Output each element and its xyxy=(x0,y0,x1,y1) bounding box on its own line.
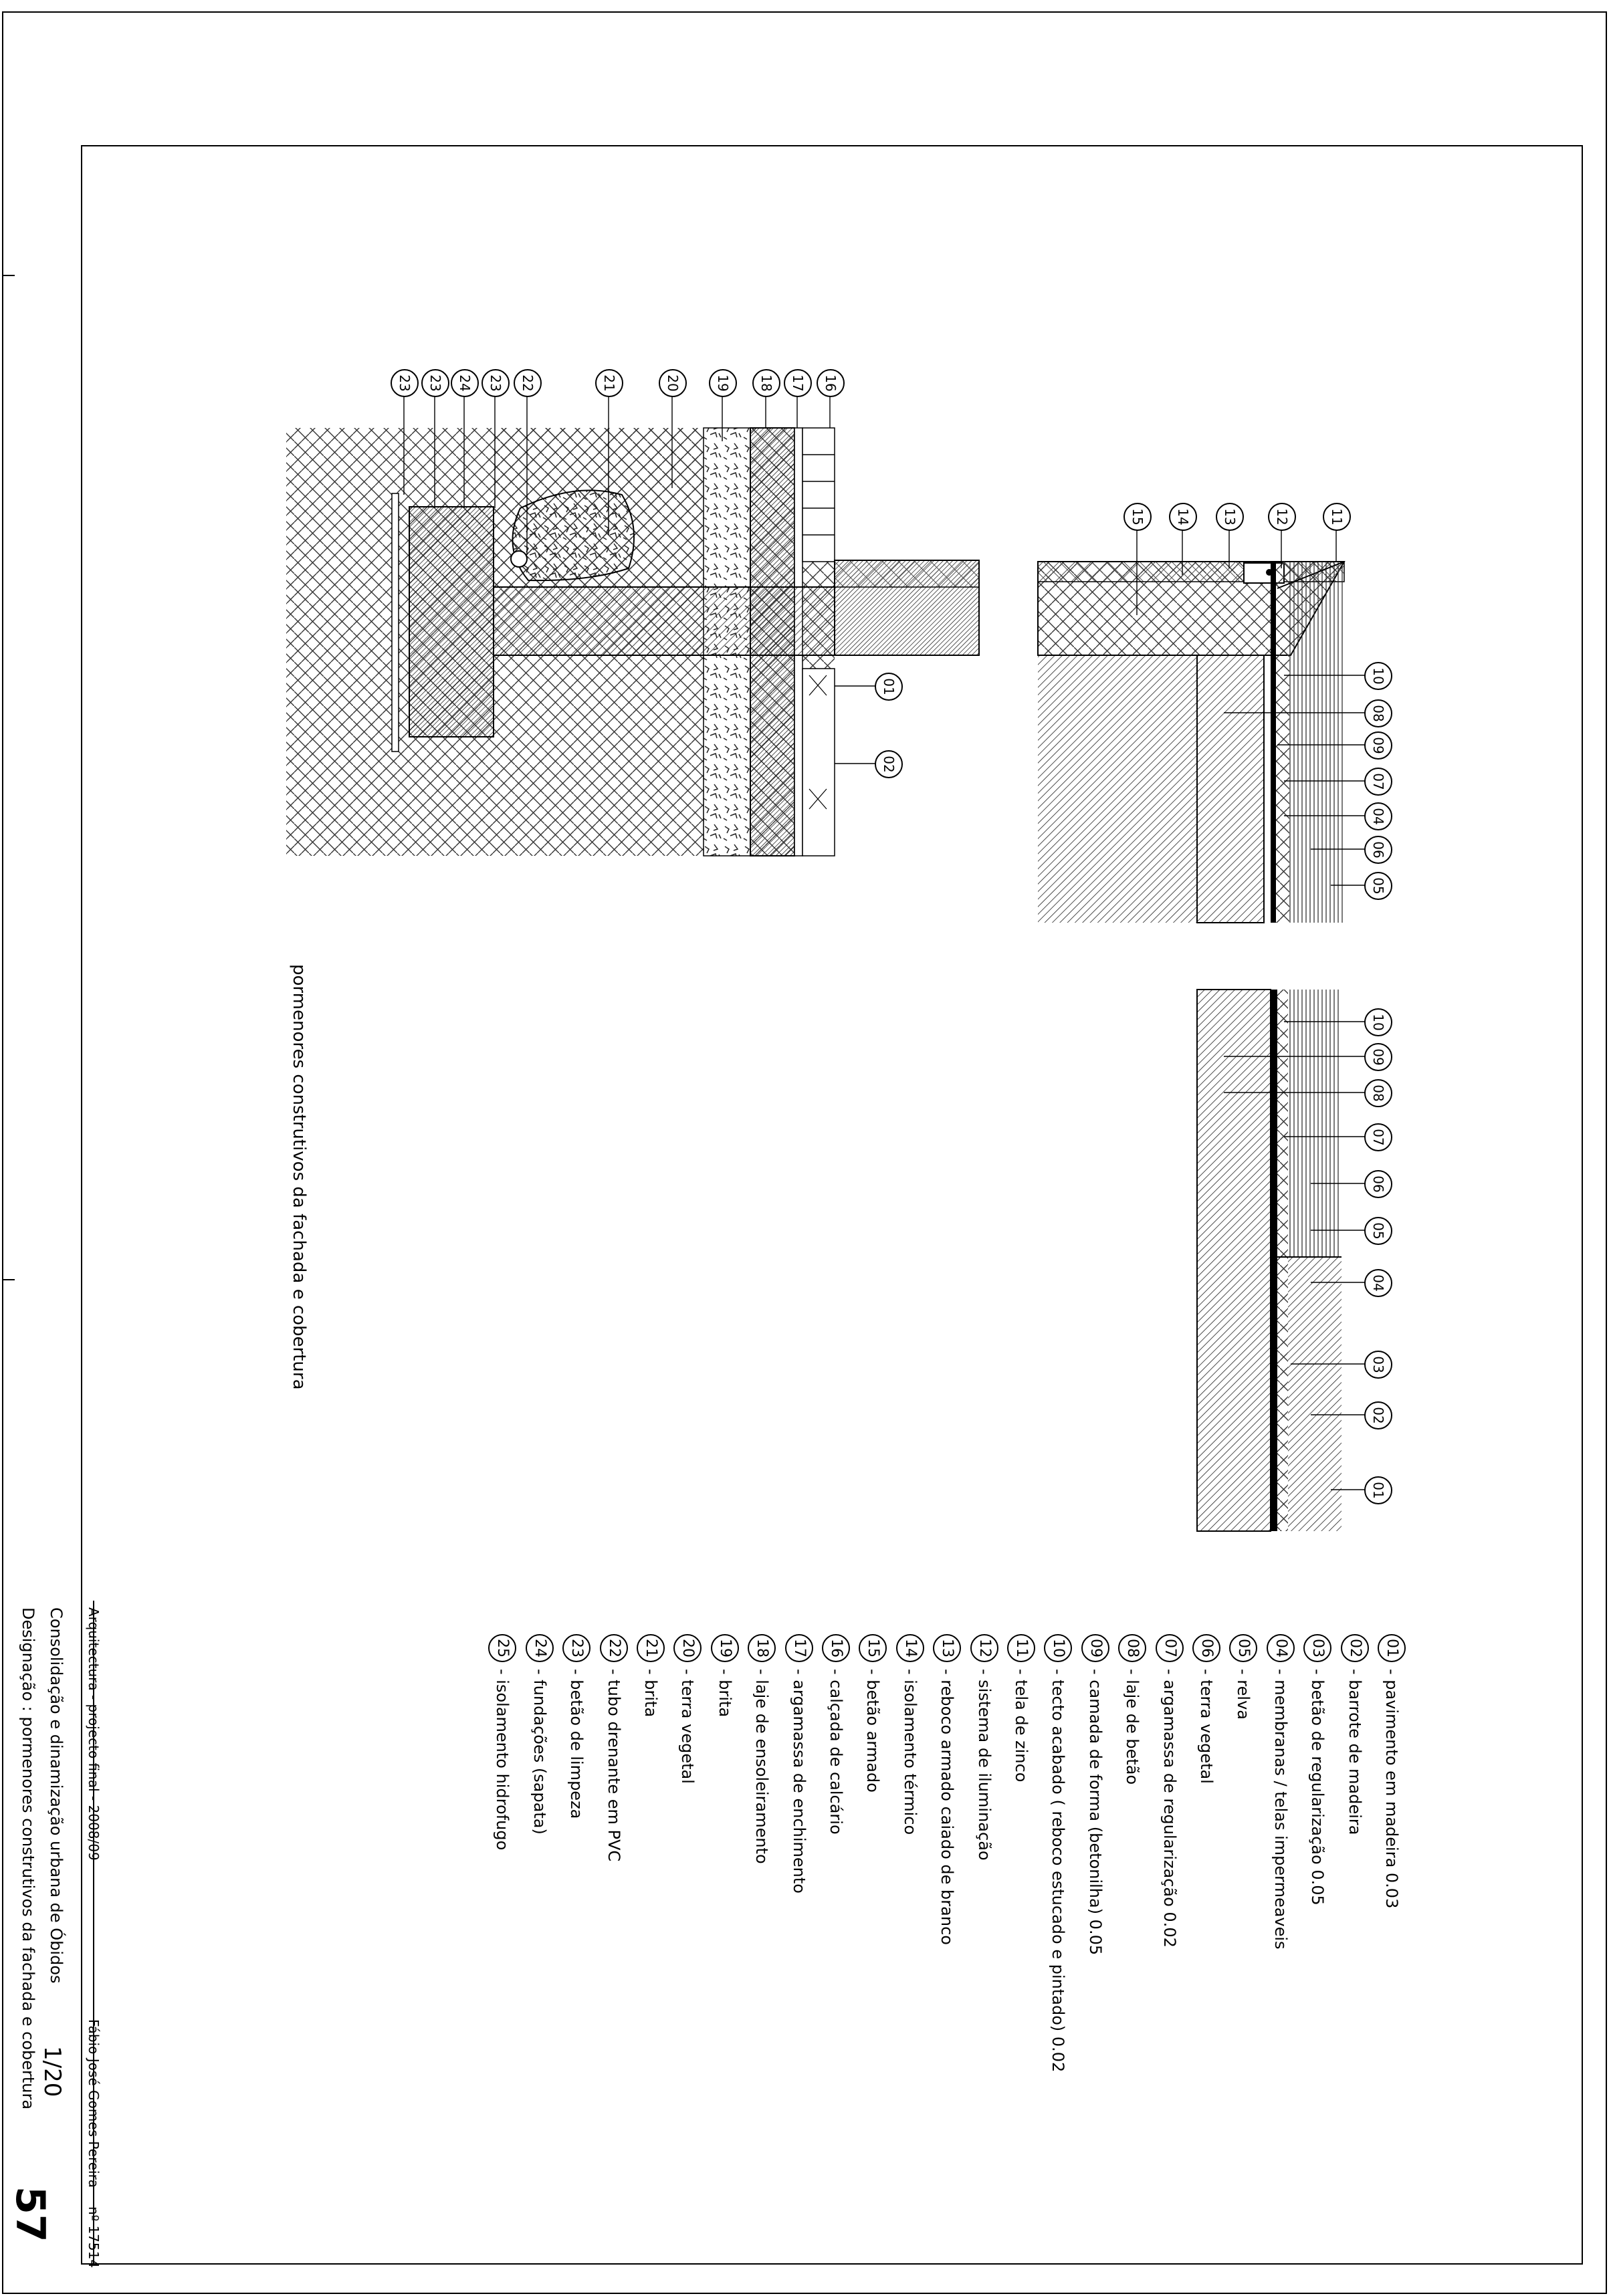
legend-text: - terra vegetal xyxy=(1197,1669,1216,1784)
callout-04: 04 xyxy=(1364,1269,1392,1297)
callout-04: 04 xyxy=(1364,802,1392,830)
legend-item xyxy=(933,1634,961,1945)
legend-number: 06 xyxy=(1192,1634,1220,1662)
legend-text: - barrote de madeira xyxy=(1345,1669,1364,1835)
callout-02: 02 xyxy=(1364,1401,1392,1429)
legend-text: - laje de betão xyxy=(1123,1669,1142,1785)
course-title: Arquitectura - projecto final - 2008/09 xyxy=(86,1607,102,1861)
legend-number: 18 xyxy=(748,1634,776,1662)
legend-item xyxy=(1192,1634,1220,1784)
drawing-caption: pormenores construtivos da fachada e cobertura xyxy=(289,964,309,1390)
callout-21: 21 xyxy=(595,369,623,397)
callout-09: 09 xyxy=(1364,1043,1392,1071)
legend-text: - isolamento hidrofugo xyxy=(493,1669,512,1851)
legend-item xyxy=(1229,1634,1257,1720)
callout-07: 07 xyxy=(1364,1123,1392,1151)
callout-05: 05 xyxy=(1364,1217,1392,1245)
callout-08: 08 xyxy=(1364,699,1392,727)
legend-number: 16 xyxy=(822,1634,850,1662)
legend-text: - pavimento em madeira 0.03 xyxy=(1382,1669,1401,1909)
callout-05: 05 xyxy=(1364,872,1392,900)
callout-18: 18 xyxy=(752,369,780,397)
callout-07: 07 xyxy=(1364,768,1392,796)
callout-01: 01 xyxy=(1364,1476,1392,1504)
legend-number: 11 xyxy=(1007,1634,1035,1662)
legend-text: - membranas / telas impermeaveis xyxy=(1271,1669,1290,1950)
scale: 1/20 xyxy=(39,2046,66,2097)
callout-06: 06 xyxy=(1364,1170,1392,1198)
legend-item xyxy=(600,1634,628,1861)
legend-text: - betão de limpeza xyxy=(567,1669,586,1819)
callout-10: 10 xyxy=(1364,662,1392,690)
legend-text: - calçada de calcário xyxy=(827,1669,845,1835)
designation: Designação : pormenores construtivos da fachada e cobertura xyxy=(19,1607,37,2110)
callout-02: 02 xyxy=(875,750,903,778)
legend-item xyxy=(785,1634,813,1893)
roof-buildup-section xyxy=(1197,990,1342,1531)
legend-item xyxy=(896,1634,924,1835)
legend-number: 10 xyxy=(1044,1634,1072,1662)
callout-19: 19 xyxy=(709,369,737,397)
legend-text: - tecto acabado ( reboco estucado e pintado) 0.02 xyxy=(1049,1669,1068,2073)
legend-item xyxy=(562,1634,591,1819)
callout-17: 17 xyxy=(784,369,812,397)
legend-text: - isolamento térmico xyxy=(900,1669,920,1835)
callout-09: 09 xyxy=(1364,731,1392,760)
callout-13: 13 xyxy=(1216,503,1244,531)
legend-text: - brita xyxy=(641,1669,660,1718)
legend-text: - fundações (sapata) xyxy=(530,1669,549,1835)
callout-23: 23 xyxy=(391,369,419,397)
legend-number: 09 xyxy=(1081,1634,1109,1662)
legend-text: - laje de ensoleiramento xyxy=(752,1669,772,1864)
legend-number: 14 xyxy=(896,1634,924,1662)
legend-number: 08 xyxy=(1118,1634,1146,1662)
callout-16: 16 xyxy=(817,369,845,397)
legend-item xyxy=(673,1634,702,1784)
legend-text: - tela de zinco xyxy=(1012,1669,1031,1783)
legend-number: 19 xyxy=(711,1634,739,1662)
callout-06: 06 xyxy=(1364,836,1392,864)
legend-number: 21 xyxy=(637,1634,665,1662)
legend-text: - argamassa de enchimento xyxy=(789,1669,809,1893)
callout-22: 22 xyxy=(514,369,542,397)
legend-number: 03 xyxy=(1303,1634,1331,1662)
legend-number: 24 xyxy=(526,1634,554,1662)
legend-number: 15 xyxy=(859,1634,887,1662)
legend-item xyxy=(1378,1634,1406,1908)
callout-20: 20 xyxy=(659,369,687,397)
legend-text: - tubo drenante em PVC xyxy=(604,1669,623,1862)
foundation-section xyxy=(286,428,979,856)
sheet-border xyxy=(3,12,1606,2293)
student-number: nº 17514 xyxy=(86,2206,102,2269)
legend-text: - brita xyxy=(715,1669,734,1718)
callout-08: 08 xyxy=(1364,1079,1392,1107)
legend-text: - camada de forma (betonilha) 0.05 xyxy=(1085,1669,1105,1956)
legend-text: - terra vegetal xyxy=(678,1669,698,1784)
callout-12: 12 xyxy=(1268,503,1296,531)
legend-item xyxy=(970,1634,998,1861)
legend-text: - reboco armado caiado de branco xyxy=(938,1669,957,1945)
legend-text: - argamassa de regularização 0.02 xyxy=(1160,1669,1179,1948)
legend-item xyxy=(637,1634,665,1717)
legend-item xyxy=(1341,1634,1369,1835)
legend-item xyxy=(859,1634,887,1793)
legend-number: 01 xyxy=(1378,1634,1406,1662)
legend-number: 12 xyxy=(970,1634,998,1662)
legend-item xyxy=(1267,1634,1295,1950)
callout-15: 15 xyxy=(1123,503,1152,531)
legend-item xyxy=(1156,1634,1184,1948)
callout-10: 10 xyxy=(1364,1008,1392,1036)
legend-number: 23 xyxy=(562,1634,591,1662)
legend-item xyxy=(1118,1634,1146,1785)
legend-number: 07 xyxy=(1156,1634,1184,1662)
callout-23: 23 xyxy=(421,369,449,397)
author-name: Fábio José Gomes Pereira xyxy=(86,2019,102,2188)
legend-item xyxy=(1081,1634,1109,1955)
legend-item xyxy=(748,1634,776,1864)
legend-text: - sistema de iluminação xyxy=(974,1669,994,1861)
callout-11: 11 xyxy=(1323,503,1351,531)
legend-number: 02 xyxy=(1341,1634,1369,1662)
legend-item xyxy=(526,1634,554,1835)
callout-01: 01 xyxy=(875,673,903,701)
legend-item xyxy=(822,1634,850,1835)
project-title: Consolidação e dinamização urbana de Óbidos xyxy=(47,1607,66,1984)
legend-number: 05 xyxy=(1229,1634,1257,1662)
legend-item xyxy=(1007,1634,1035,1782)
legend-text: - betão armado xyxy=(863,1669,883,1793)
legend-number: 20 xyxy=(673,1634,702,1662)
callout-23: 23 xyxy=(481,369,510,397)
legend-number: 25 xyxy=(488,1634,516,1662)
legend-item xyxy=(711,1634,739,1717)
legend-number: 22 xyxy=(600,1634,628,1662)
legend-item xyxy=(488,1634,516,1850)
legend-number: 13 xyxy=(933,1634,961,1662)
legend-text: - relva xyxy=(1234,1669,1253,1720)
legend-item xyxy=(1044,1634,1072,2072)
roof-edge-section xyxy=(1038,562,1344,923)
sheet-number: 57 xyxy=(7,2186,53,2243)
callout-14: 14 xyxy=(1169,503,1197,531)
legend-item xyxy=(1303,1634,1331,1906)
callout-03: 03 xyxy=(1364,1351,1392,1379)
legend-text: - betão de regularização 0.05 xyxy=(1308,1669,1327,1906)
legend-number: 17 xyxy=(785,1634,813,1662)
legend-number: 04 xyxy=(1267,1634,1295,1662)
callout-24: 24 xyxy=(451,369,479,397)
